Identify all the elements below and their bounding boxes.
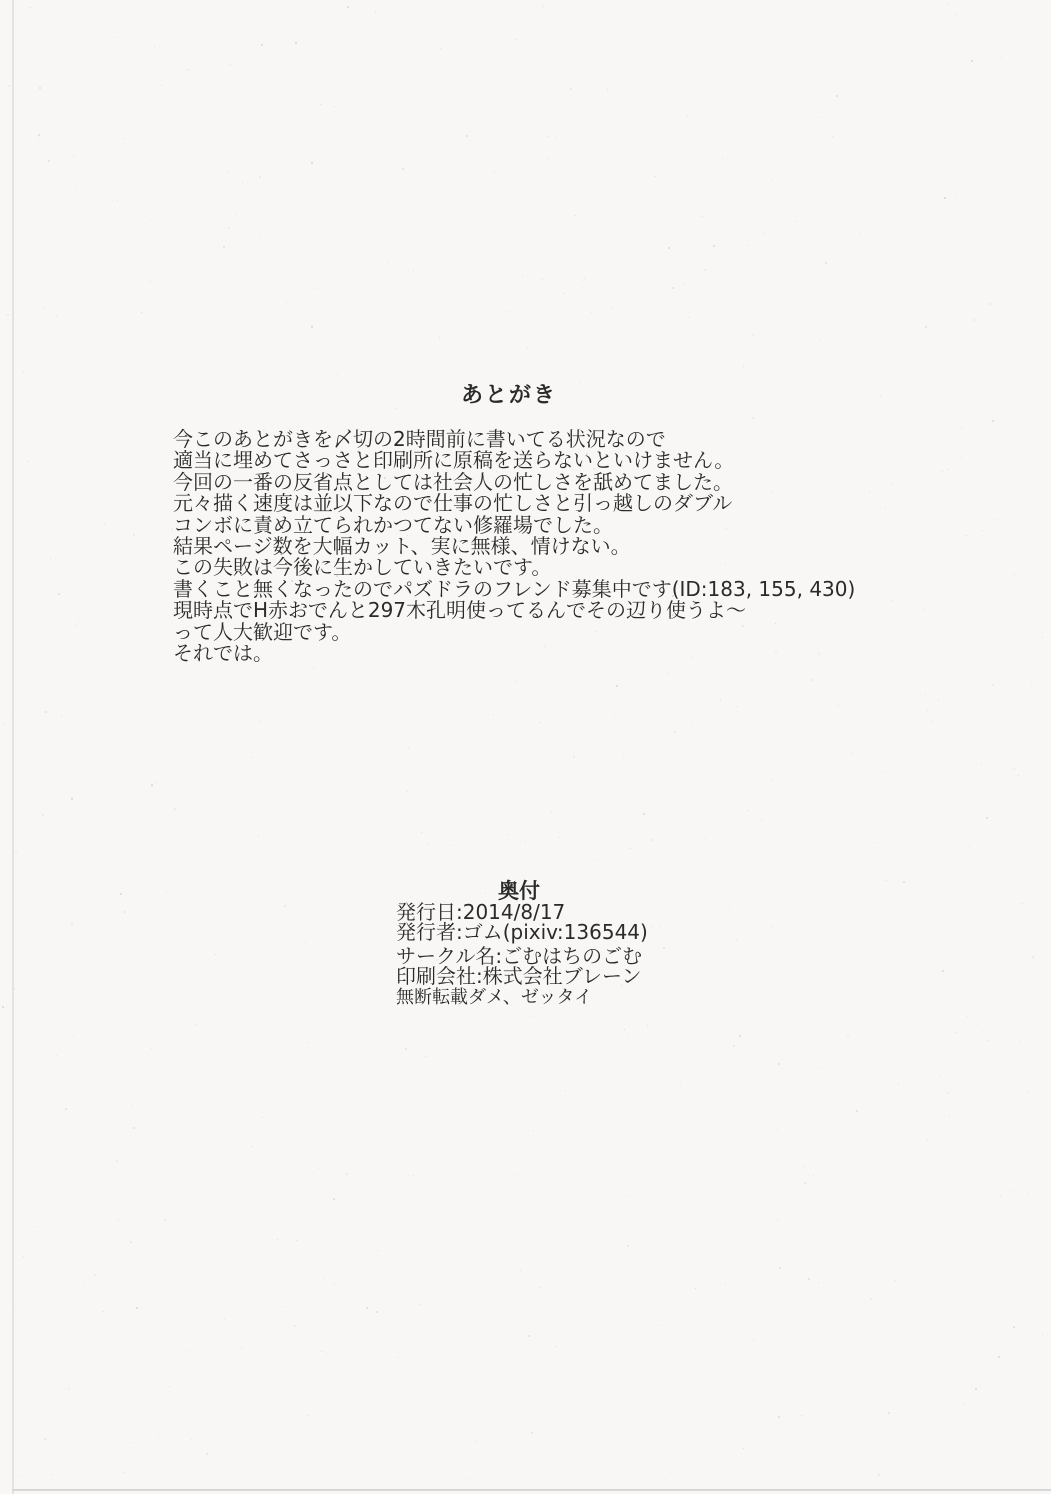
afterword-line: 現時点でH赤おでんと297木孔明使ってるんでその辺り使うよ～ xyxy=(173,598,747,623)
afterword-line: 元々描く速度は並以下なので仕事の忙しさと引っ越しのダブル xyxy=(173,491,733,516)
afterword-line: 結果ページ数を大幅カット、実に無様、情けない。 xyxy=(173,533,631,558)
colophon-no-reprint-notice: 無断転載ダメ、ゼッタイ xyxy=(396,987,593,1008)
afterword-line: 今このあとがきを〆切の2時間前に書いてる状況なので xyxy=(173,427,666,451)
afterword-line: 今回の一番の反省点としては社会人の忙しさを舐めてました。 xyxy=(173,469,733,494)
afterword-line: 適当に埋めてさっさと印刷所に原稿を送らないといけません。 xyxy=(173,448,735,473)
page-edge-line-bottom xyxy=(12,1489,1051,1491)
afterword-line: この失敗は今後に生かしていきたいです。 xyxy=(173,555,552,580)
page-edge-line-left xyxy=(12,0,14,1494)
colophon-printing-company: 印刷会社:株式会社ブレーン xyxy=(396,964,642,988)
afterword-line: それでは。 xyxy=(173,640,273,665)
afterword-line: って人大歓迎です。 xyxy=(173,619,352,644)
afterword-line: 書くこと無くなったのでパズドラのフレンド募集中です(ID:183, 155, 430) xyxy=(173,576,856,601)
colophon-circle-name: サークル名:ごむはちのごむ xyxy=(396,944,643,968)
colophon-publisher: 発行者:ゴム(pixiv:136544) xyxy=(396,920,648,944)
afterword-line: コンボに責め立てられかつてない修羅場でした。 xyxy=(173,512,613,537)
afterword-text xyxy=(173,429,893,664)
colophon-publication-date: 発行日:2014/8/17 xyxy=(396,900,566,924)
colophon-title: 奥付 xyxy=(498,879,540,903)
afterword-title: あとがき xyxy=(461,383,558,408)
